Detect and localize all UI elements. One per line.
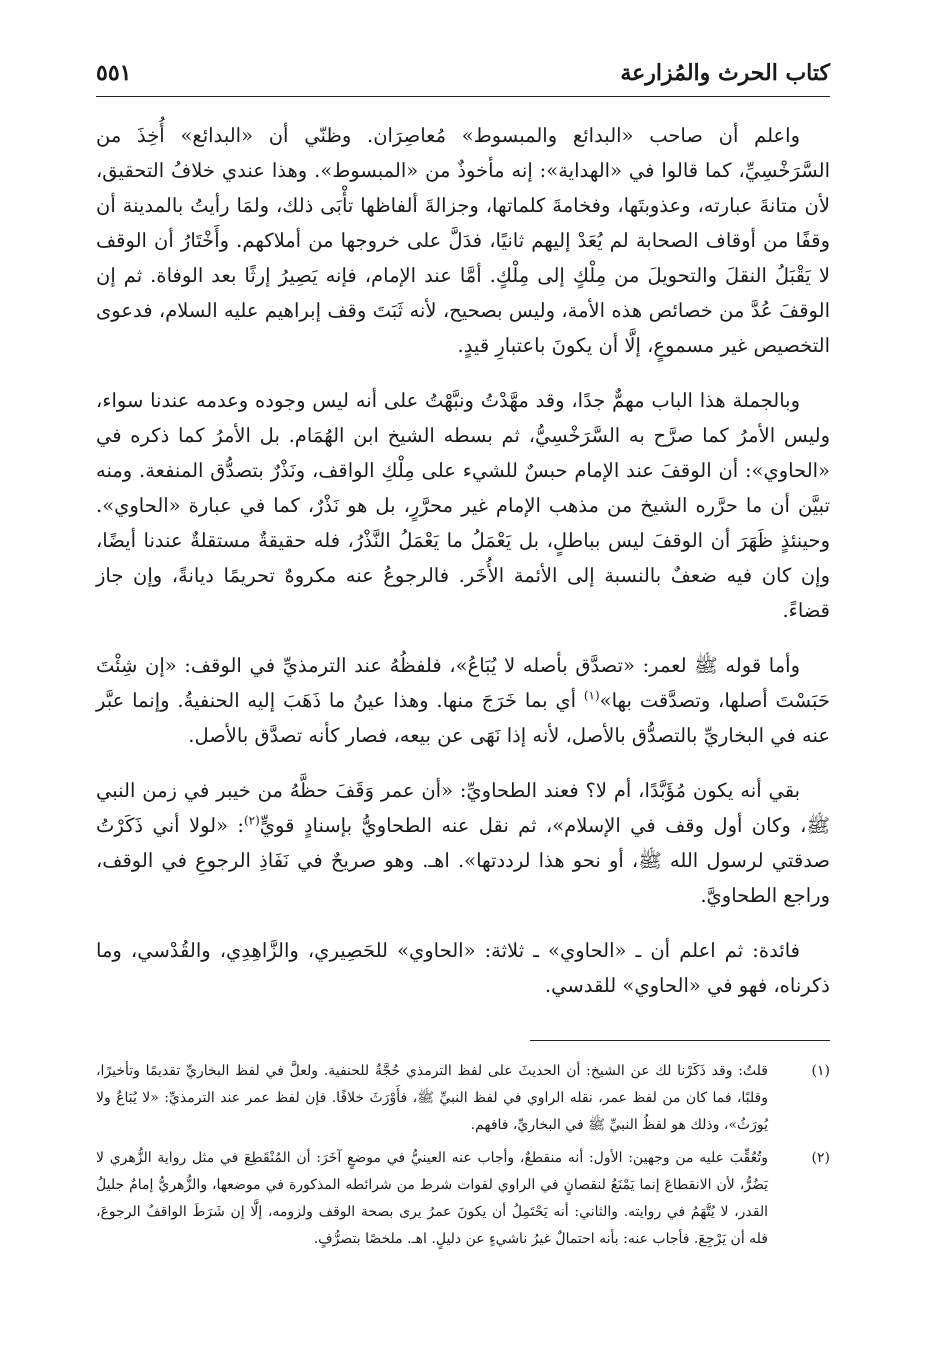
footnote-ref-1: (١): [583, 688, 600, 703]
footnote-ref-2: (٢): [243, 813, 260, 828]
paragraph-2: وبالجملة هذا الباب مهمٌّ جدًا، وقد مهَّدْتُ ونبَّهْتُ على أنه ليس وجوده وعدمه عندنا سواء، وليس الأمرُ كما صرَّح به السَّرَخْسِيُّ، ثم بسطه الشيخ ابن الهُمَام. بل الأمرُ كما ذكره في «الحاوي»: أن الوقفَ عند الإمام حبسٌ للشيء على مِلْكِ الواقف، ونَذْرٌ بتصدُّق المنفعة. ومنه تبيَّن أن ما حرَّره الشيخ من مذهب الإمام غير محرَّرٍ، بل هو نَذْرٌ، كما في عبارة «الحاوي». وحينئذٍ ظَهَرَ أن الوقفَ ليس بباطلٍ، بل يَعْمَلُ ما يَعْمَلُ النَّذْرُ، فله حقيقةٌ مستقلةٌ عندنا أيضًا، وإن كان فيه ضعفٌ بالنسبة إلى الأئمة الأُخَر. فالرجوعُ عنه مكروهٌ تحريمًا ديانةً، وإن جاز قضاءً.: [96, 389, 830, 622]
paragraph-4-text-a: بقي أنه يكون مُؤَبَّدًا، أم لا؟ فعند الطحاويِّ: «أن عمر وَقَفَ حظَّهُ من خيبر في زمن النبي ﷺ، وكان أول وقف في الإسلام»، ثم نقل عنه الطحاويُّ بإسنادٍ قويٍّ: [96, 779, 830, 837]
footnote-text: وتُعُقِّبَ عليه من وجهين: الأول: أنه منقطعٌ، وأجاب عنه العينيُّ في موضعٍ آخَرَ: أن المُنْقَطِعَ في مثل رواية الزُّهري لا يَضُرُّ، لأن الانقطاعَ إنما يَمْنَعُ لنقصانٍ في الراوي لفوات شرط من شرائطه المذكورة في موضعها، والزُّهريُّ إمامٌ جليلُ القدر، لا يُتَّهَمُ في روايته. والثاني: أنه يَحْتَمِلُ أن يكونَ عمرُ يرى بصحة الوقف ولزومه، إلَّا إن شَرَطَ الواقفُ الرجوعَ، فله أن يَرْجِعَ. فأجاب عنه: بأنه احتمالٌ غيرُ ناشيءٍ عن دليلٍ. اهـ. ملخصًا بتصرُّفٍ.: [96, 1150, 768, 1247]
footnote-2: [96, 1145, 830, 1253]
footnote-separator: [530, 1040, 830, 1041]
paragraph-3-text-a: وأما قوله ﷺ لعمر: «تصدَّق بأصله لا يُبَاعُ»، فلفظُهُ عند الترمذيِّ في الوقف: «إن شِئْتَ حَبَسْتَ أصلها، وتصدَّقت بها»: [96, 654, 830, 712]
paragraph-4: [96, 773, 830, 913]
paragraph-3-text-b: أي بما خَرَجَ منها. وهذا عينُ ما ذَهَبَ إليه الحنفيةُ. وإنما عبَّر عنه في البخاريِّ بالتصدُّق بالأصل، لأنه إذا نَهَى عن بيعه، فصار كأنه تصدَّق بالأصل.: [96, 689, 830, 747]
paragraph-1: واعلم أن صاحب «البدائع والمبسوط» مُعاصِرَان. وظنّي أن «البدائع» أُخِذَ من السَّرَخْسِيِّ، كما قالوا في «الهداية»: إنه مأخوذٌ من «المبسوط». وهذا عندي خلافُ التحقيق، لأن متانةَ عبارته، وعذوبتَها، وفخامةَ كلماتها، وجزالةَ ألفاظها تأْبَى ذلك، ولمَا رأيتُ بالمدينة أن وقفًا من أوقاف الصحابة لم يُعَدْ إليهم ثانيًا، فدَلَّ على خروجها من أملاكهم. وأَخْتَارُ أن الوقف لا يَقْبَلُ النقلَ والتحويلَ من مِلْكٍ إلى مِلْكٍ. أمَّا عند الإمام، فإنه يَصِيرُ إرثًا بعد الوفاة. ثم إن الوقفَ عُدَّ من خصائص هذه الأمة، وليس بصحيح، لأنه ثَبَتَ وقف إبراهيم عليه السلام، فدعوى التخصيص غير مسموعٍ، إلَّا أن يكونَ باعتبارِ قيدٍ.: [96, 124, 830, 357]
paragraph-4-text-b: : «لولا أني ذَكَرْتُ صدقتي لرسول الله ﷺ، أو نحو هذا لرددتها». اهـ. وهو صريحٌ في نَفَاذِ الرجوعِ في الوقف، وراجع الطحاويَّ.: [96, 814, 830, 907]
footnote-number: (٢): [811, 1150, 830, 1166]
footnotes: [96, 1058, 830, 1259]
chapter-title: كتاب الحرث والمُزارعة: [620, 60, 830, 86]
footnote-number: (١): [811, 1063, 830, 1079]
paragraph-5: فائدة: ثم اعلم أن ـ «الحاوي» ـ ثلاثة: «الحاوي» للحَصِيري، والزَّاهِدِي، والقُدْسي، وما ذكرناه، فهو في «الحاوي» للقدسي.: [96, 939, 830, 997]
main-text: [96, 118, 830, 1023]
page-number: ٥٥١: [96, 60, 132, 86]
footnote-text: قلتُ: وقد ذَكَرْنا لك عن الشيخ: أن الحديثَ على لفظ الترمذي حُجَّةٌ للحنفية. ولعلَّ في لفظ البخاريِّ تقديمًا وتأخيرًا، وقلبًا، فما كان من لفظ عمر، نقله الراوي في لفظ النبيِّ ﷺ، فأَوْرَثَ خلافًا. فإن لفظ عمر عند الترمذيِّ: «لا يُبَاعُ ولا يُورَثُ»، وذلك هو لفظُ النبيِّ ﷺ في البخاريِّ، فافهم.: [96, 1063, 768, 1133]
paragraph-3: [96, 648, 830, 753]
running-header: [96, 56, 830, 97]
footnote-1: [96, 1058, 830, 1139]
